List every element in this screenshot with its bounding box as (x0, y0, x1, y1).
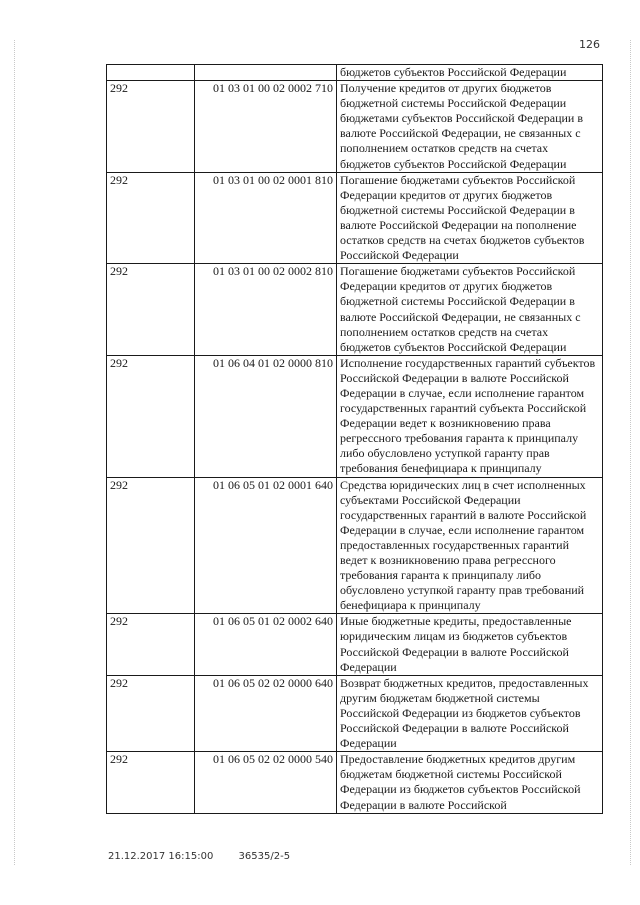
budget-code-cell: 01 06 05 02 02 0000 640 (195, 675, 337, 751)
footer-timestamp: 21.12.2017 16:15:00 (108, 851, 214, 862)
description-cell: Исполнение государственных гарантий субъектов Российской Федерации в валюте Российской Федерации в случае, если исполнение гарантом государственных гарантий субъекта Российской Федерации ведет к возникновению права регрессного требования гаранта к принципалу либо обусловлено уступкой гаранту прав требования бенефициара к принципалу (337, 355, 603, 477)
description-cell: Погашение бюджетами субъектов Российской Федерации кредитов от других бюджетов бюджетной системы Российской Федерации в валюте Российской Федерации, не связанных с пополнением остатков средств на счетах бюджетов субъектов Российской Федерации (337, 264, 603, 356)
description-cell: Получение кредитов от других бюджетов бюджетной системы Российской Федерации бюджетами субъектов Российской Федерации в валюте Российской Федерации, не связанных с пополнением остатков средств на счетах бюджетов субъектов Российской Федерации (337, 81, 603, 173)
table-row (107, 81, 603, 173)
table-row (107, 752, 603, 813)
description-cell: бюджетов субъектов Российской Федерации (337, 65, 603, 81)
budget-code-cell: 01 06 05 01 02 0002 640 (195, 614, 337, 675)
budget-code-cell: 01 06 05 01 02 0001 640 (195, 477, 337, 614)
description-cell: Возврат бюджетных кредитов, предоставленных другим бюджетам бюджетной системы Российской Федерации из бюджетов субъектов Российской Федерации в валюте Российской Федерации (337, 675, 603, 751)
admin-code-cell: 292 (107, 264, 195, 356)
admin-code-cell (107, 65, 195, 81)
budget-code-cell: 01 06 04 01 02 0000 810 (195, 355, 337, 477)
table-row (107, 264, 603, 356)
table-row (107, 65, 603, 81)
table-row (107, 172, 603, 264)
table-row (107, 675, 603, 751)
table-body (107, 65, 603, 814)
budget-code-cell: 01 03 01 00 02 0001 810 (195, 172, 337, 264)
table-row (107, 614, 603, 675)
admin-code-cell: 292 (107, 675, 195, 751)
admin-code-cell: 292 (107, 172, 195, 264)
budget-code-cell: 01 06 05 02 02 0000 540 (195, 752, 337, 813)
description-cell: Иные бюджетные кредиты, предоставленные юридическим лицам из бюджетов субъектов Российской Федерации в валюте Российской Федерации (337, 614, 603, 675)
table-row (107, 355, 603, 477)
scan-margin-left (14, 40, 16, 865)
scan-margin-right (630, 40, 632, 865)
page-number: 126 (579, 38, 600, 51)
description-cell: Средства юридических лиц в счет исполненных субъектами Российской Федерации государственных гарантий в валюте Российской Федерации в случае, если исполнение гарантом предоставленных государственных гарантий ведет к возникновению права регрессного требования гаранта к принципалу либо обусловлено уступкой гаранту прав требований бенефициара к принципалу (337, 477, 603, 614)
footer-doc-id: 36535/2-5 (238, 851, 291, 862)
admin-code-cell: 292 (107, 477, 195, 614)
admin-code-cell: 292 (107, 614, 195, 675)
budget-code-cell: 01 03 01 00 02 0002 810 (195, 264, 337, 356)
admin-code-cell: 292 (107, 752, 195, 813)
description-cell: Предоставление бюджетных кредитов другим бюджетам бюджетной системы Российской Федерации из бюджетов субъектов Российской Федерации в валюте Российской (337, 752, 603, 813)
admin-code-cell: 292 (107, 355, 195, 477)
description-cell: Погашение бюджетами субъектов Российской Федерации кредитов от других бюджетов бюджетной системы Российской Федерации в валюте Российской Федерации на пополнение остатков средств на счетах бюджетов субъектов Российской Федерации (337, 172, 603, 264)
admin-code-cell: 292 (107, 81, 195, 173)
table-row (107, 477, 603, 614)
footer (108, 851, 312, 862)
budget-code-cell (195, 65, 337, 81)
budget-codes-table (106, 64, 603, 814)
budget-code-cell: 01 03 01 00 02 0002 710 (195, 81, 337, 173)
